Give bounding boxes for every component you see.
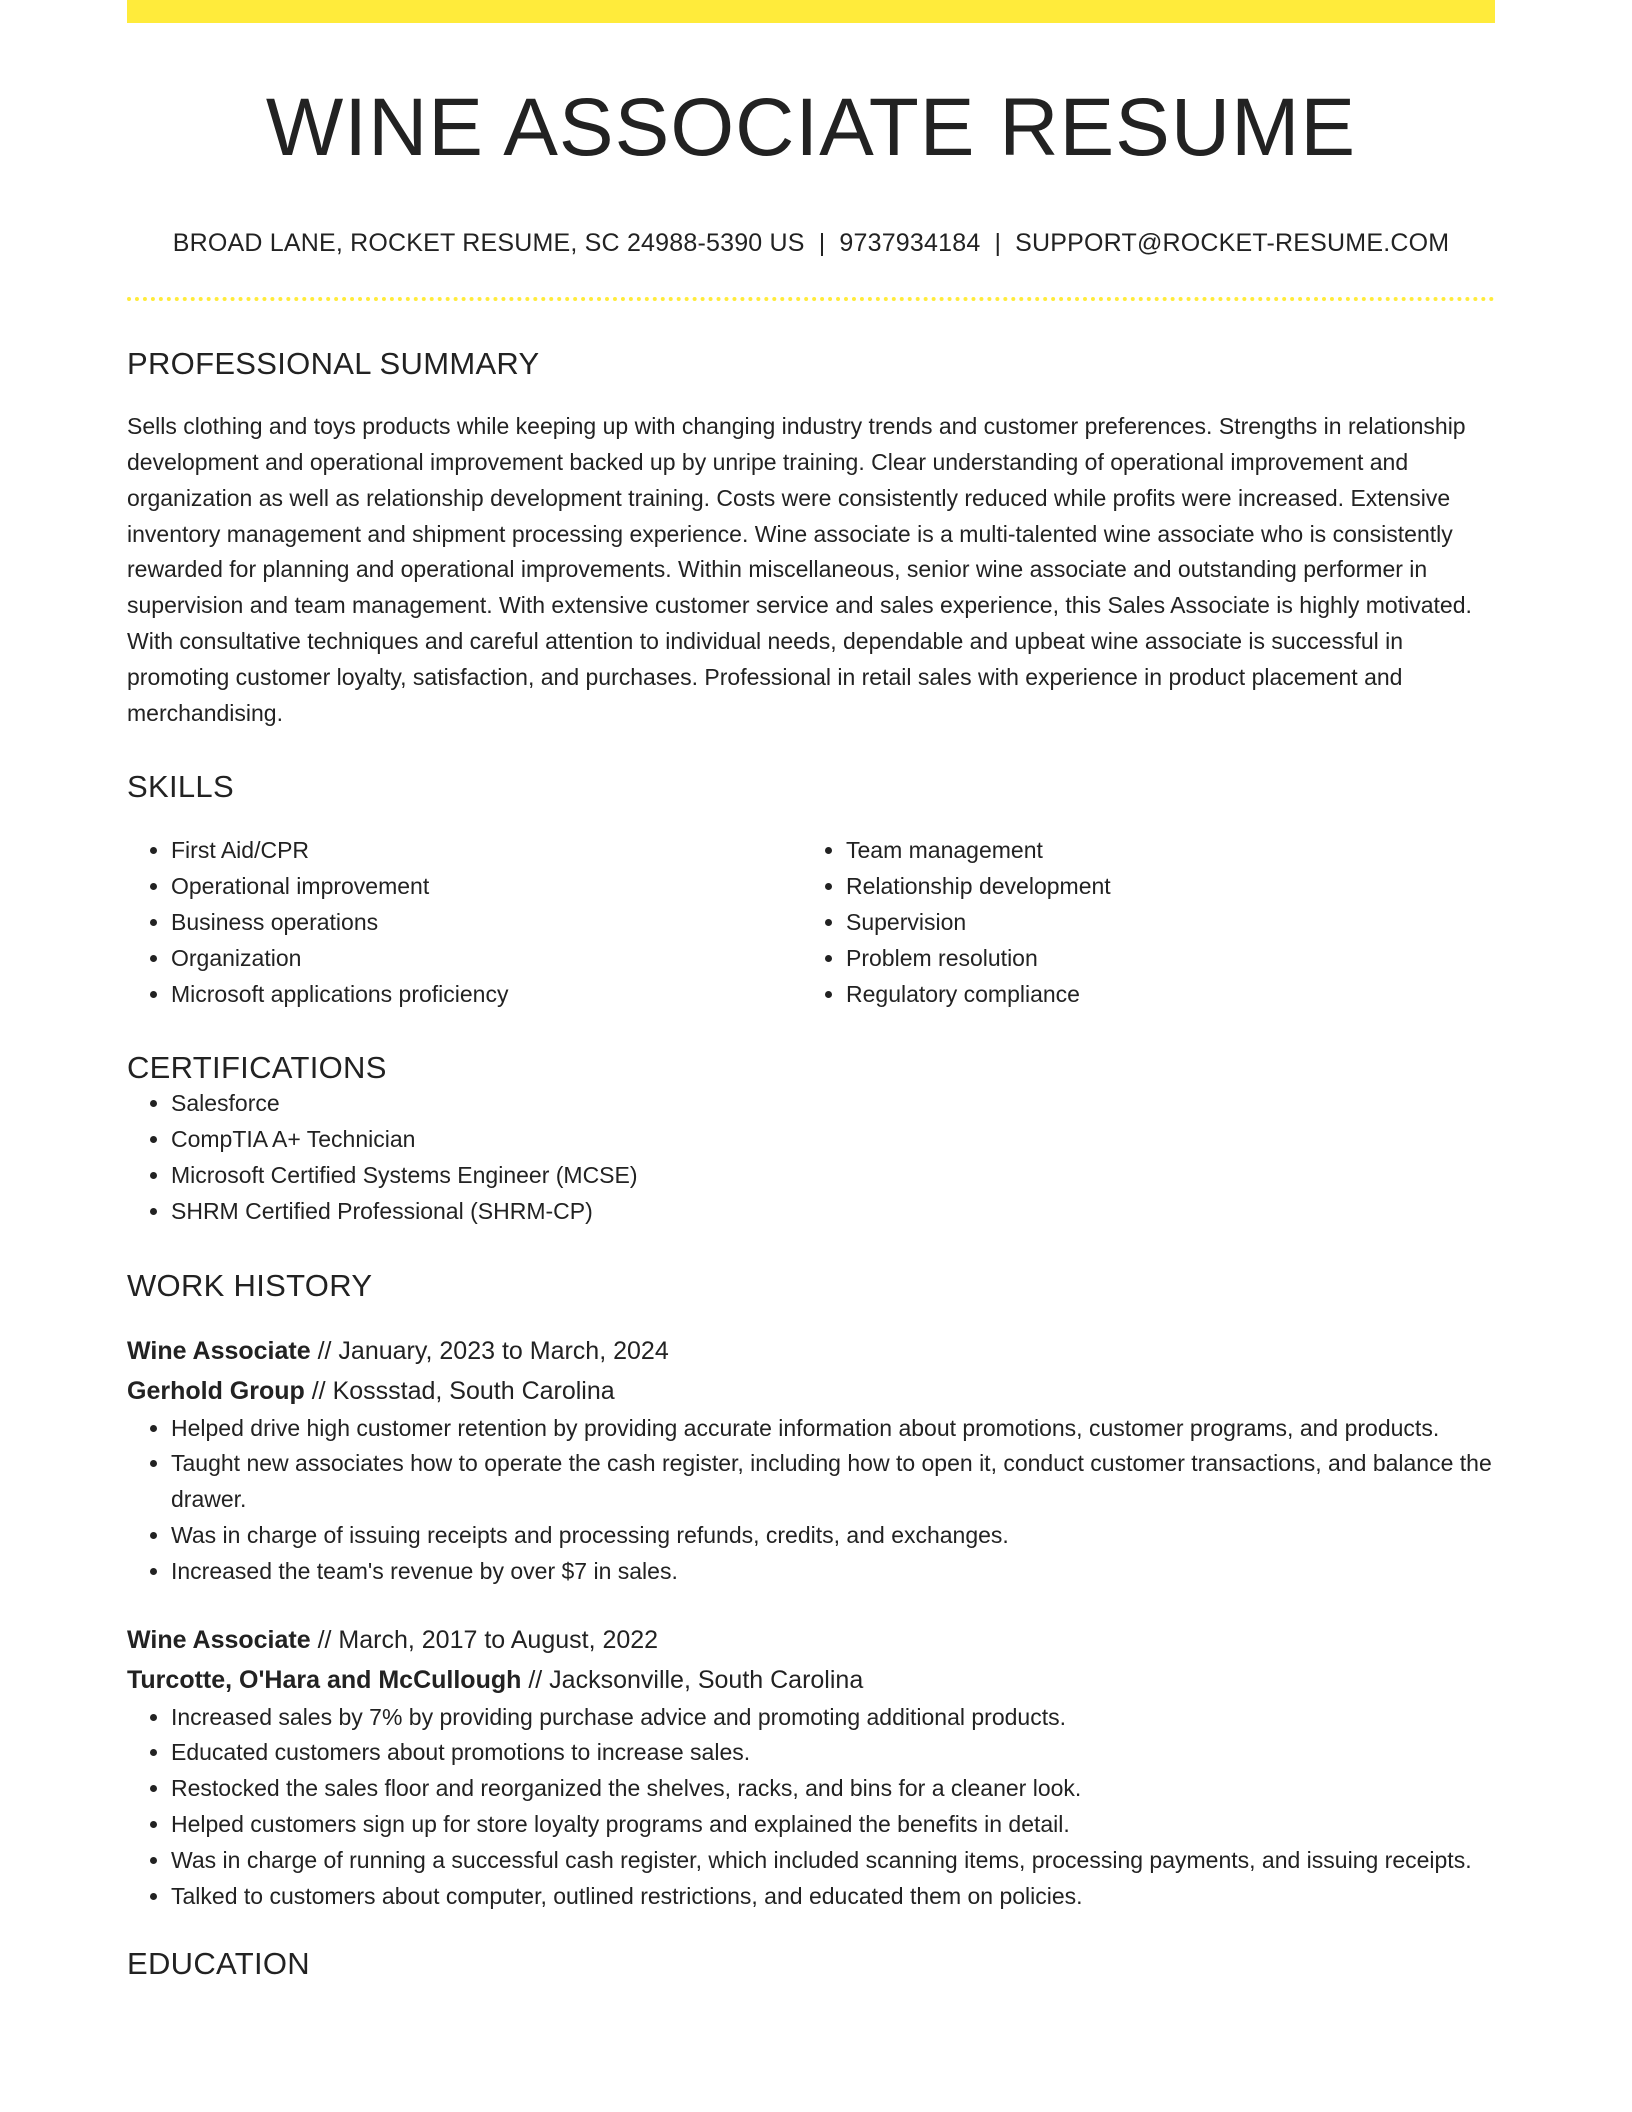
resume-title: WINE ASSOCIATE RESUME [265, 82, 1357, 173]
job-duty: • Helped drive high customer retention by providing accurate information about promotions, customer programs, and products. [171, 1411, 1495, 1447]
job-duty: • Was in charge of running a successful cash register, which included scanning items, processing payments, and issuing receipts. [171, 1843, 1495, 1879]
job-role: Wine Associate [127, 1336, 311, 1365]
contact-phone[interactable]: 9737934184 [839, 229, 981, 258]
contact-separator: | [818, 229, 826, 258]
resume-page [127, 0, 1495, 1982]
job-company: Gerhold Group [127, 1376, 305, 1405]
certifications-heading: CERTIFICATIONS [127, 1050, 387, 1086]
job-dates: // March, 2017 to August, 2022 [310, 1625, 659, 1654]
job-duty: • Was in charge of issuing receipts and processing refunds, credits, and exchanges. [171, 1518, 1495, 1554]
skills-heading: SKILLS [127, 769, 234, 805]
job-duty: • Helped customers sign up for store loyalty programs and explained the benefits in detail. [171, 1807, 1495, 1843]
skill-item: • Regulatory compliance [846, 977, 1477, 1013]
work-history-heading: WORK HISTORY [127, 1267, 373, 1303]
job-duties-list [127, 1411, 1495, 1590]
skills-columns [127, 833, 1495, 1012]
job-location: // Jacksonville, South Carolina [521, 1665, 864, 1694]
job-location: // Kossstad, South Carolina [304, 1376, 615, 1405]
job-duty: • Restocked the sales floor and reorganized the shelves, racks, and bins for a cleaner look. [171, 1771, 1495, 1807]
education-heading: EDUCATION [127, 1946, 310, 1982]
job-duty: • Taught new associates how to operate the cash register, including how to open it, conduct customer transactions, and balance the drawer. [171, 1446, 1495, 1518]
job-duty: • Talked to customers about computer, outlined restrictions, and educated them on policies. [171, 1879, 1495, 1915]
certification-item: • Salesforce [171, 1086, 1495, 1122]
skill-item: • Relationship development [846, 869, 1477, 905]
job-duty: • Educated customers about promotions to increase sales. [171, 1735, 1495, 1771]
job-company-line [127, 1371, 1495, 1411]
certifications-list [127, 1086, 1495, 1229]
certification-item: • SHRM Certified Professional (SHRM-CP) [171, 1194, 1495, 1230]
job-company: Turcotte, O'Hara and McCullough [127, 1665, 522, 1694]
contact-line [127, 229, 1495, 258]
dotted-divider [127, 297, 1495, 301]
summary-text: Sells clothing and toys products while keeping up with changing industry trends and customer preferences. Strengths in relationship development and operational improvement backed up by unripe training. Clear understanding of operational improvement and organization as well as relationship development training. Costs were consistently reduced while profits were increased. Extensive inventory management and shipment processing experience. Wine associate is a multi-talented wine associate who is consistently rewarded for planning and operational improvements. Within miscellaneous, senior wine associate and outstanding performer in supervision and team management. With extensive customer service and sales experience, this Sales Associate is highly motivated. With consultative techniques and careful attention to individual needs, dependable and upbeat wine associate is successful in promoting customer loyalty, satisfaction, and purchases. Professional in retail sales with experience in product placement and merchandising. [127, 413, 1472, 726]
job-company-line [127, 1660, 1495, 1700]
job-role-line [127, 1331, 1495, 1371]
contact-address: BROAD LANE, ROCKET RESUME, SC 24988-5390 US [172, 229, 805, 258]
skill-item: • Organization [171, 941, 802, 977]
skill-item: • Problem resolution [846, 941, 1477, 977]
job-dates: // January, 2023 to March, 2024 [310, 1336, 669, 1365]
certification-item: • Microsoft Certified Systems Engineer (MCSE) [171, 1158, 1495, 1194]
skill-item: • Business operations [171, 905, 802, 941]
skill-item: • First Aid/CPR [171, 833, 802, 869]
skills-list-right [802, 833, 1477, 1012]
job-entry [127, 1620, 1495, 1915]
job-duties-list [127, 1700, 1495, 1915]
contact-email[interactable]: SUPPORT@ROCKET-RESUME.COM [1015, 229, 1450, 258]
job-role: Wine Associate [127, 1625, 311, 1654]
contact-separator: | [994, 229, 1002, 258]
summary-heading: PROFESSIONAL SUMMARY [127, 346, 540, 382]
skill-item: • Microsoft applications proficiency [171, 977, 802, 1013]
job-duty: • Increased the team's revenue by over $7 in sales. [171, 1554, 1495, 1590]
job-role-line [127, 1620, 1495, 1660]
skill-item: • Team management [846, 833, 1477, 869]
skills-list-left [127, 833, 802, 1012]
skill-item: • Operational improvement [171, 869, 802, 905]
certification-item: • CompTIA A+ Technician [171, 1122, 1495, 1158]
skill-item: • Supervision [846, 905, 1477, 941]
job-duty: • Increased sales by 7% by providing purchase advice and promoting additional products. [171, 1700, 1495, 1736]
job-entry [127, 1331, 1495, 1590]
accent-top-bar [127, 0, 1495, 23]
